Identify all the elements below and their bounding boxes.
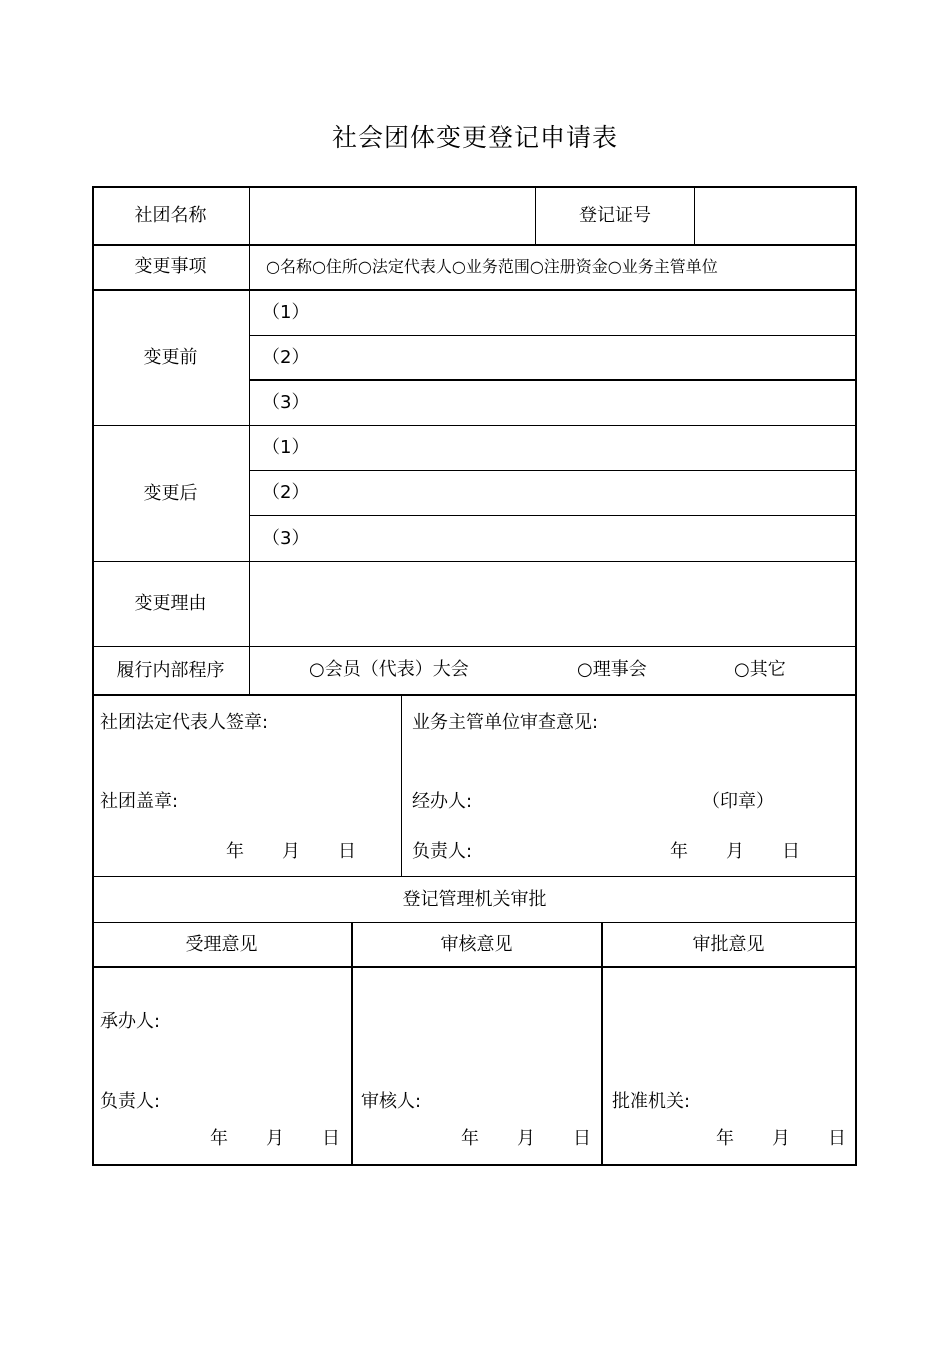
col2-date-month: 月 <box>517 1128 535 1149</box>
left-date-month: 月 <box>282 841 300 862</box>
review-opinion-title: 审核意见 <box>440 933 513 955</box>
right-date-year: 年 <box>670 841 688 862</box>
col2-date-year: 年 <box>461 1128 479 1149</box>
procedure-option-other[interactable]: ○其它 <box>734 659 786 680</box>
before-line-3[interactable]: （3） <box>262 392 310 413</box>
right-date-month: 月 <box>726 841 744 862</box>
acceptance-responsible-label: 负责人: <box>100 1091 161 1112</box>
org-name-label: 社团名称 <box>134 204 207 226</box>
stamp-label: （印章） <box>702 791 774 812</box>
col3-date-year: 年 <box>716 1128 734 1149</box>
acceptance-opinion-title: 受理意见 <box>185 933 258 955</box>
col2-date-day: 日 <box>573 1128 591 1149</box>
after-line-1[interactable]: （1） <box>262 437 310 458</box>
reason-input[interactable] <box>250 562 855 646</box>
col1-date-day: 日 <box>322 1128 340 1149</box>
org-seal-label: 社团盖章: <box>100 791 179 812</box>
col3-date-day: 日 <box>828 1128 846 1149</box>
legal-rep-signature-label: 社团法定代表人签章: <box>100 712 269 733</box>
responsible-label: 负责人: <box>412 841 473 862</box>
cert-number-label: 登记证号 <box>579 204 651 226</box>
change-items-options[interactable]: ○名称○住所○法定代表人○业务范围○注册资金○业务主管单位 <box>266 257 718 276</box>
procedure-label: 履行内部程序 <box>116 659 225 681</box>
before-line-2[interactable]: （2） <box>262 346 310 368</box>
before-line-1[interactable]: （1） <box>262 301 310 323</box>
procedure-option-council[interactable]: ○理事会 <box>577 659 647 680</box>
reason-label: 变更理由 <box>134 593 207 614</box>
reviewer-label: 审核人: <box>361 1091 422 1112</box>
approval-opinion-title: 审批意见 <box>692 933 765 955</box>
left-date-year: 年 <box>226 841 244 862</box>
col1-date-year: 年 <box>210 1128 228 1149</box>
undertaker-label: 承办人: <box>100 1011 161 1032</box>
col3-date-month: 月 <box>772 1128 790 1149</box>
approval-header: 登记管理机关审批 <box>402 888 547 910</box>
supervisor-opinion-label: 业务主管单位审查意见: <box>412 712 599 733</box>
before-label: 变更前 <box>143 346 198 368</box>
left-date-day: 日 <box>338 841 356 862</box>
approving-authority-label: 批准机关: <box>612 1091 691 1112</box>
org-name-input[interactable] <box>250 187 535 244</box>
col1-date-month: 月 <box>266 1128 284 1149</box>
cert-number-input[interactable] <box>695 187 855 244</box>
change-items-label: 变更事项 <box>134 256 207 277</box>
handler-label: 经办人: <box>412 791 473 812</box>
after-line-3[interactable]: （3） <box>262 527 310 549</box>
page-title: 社会团体变更登记申请表 <box>331 123 618 152</box>
right-date-day: 日 <box>782 841 800 862</box>
after-line-2[interactable]: （2） <box>262 482 310 503</box>
procedure-option-assembly[interactable]: ○会员（代表）大会 <box>309 659 469 680</box>
after-label: 变更后 <box>143 482 198 504</box>
